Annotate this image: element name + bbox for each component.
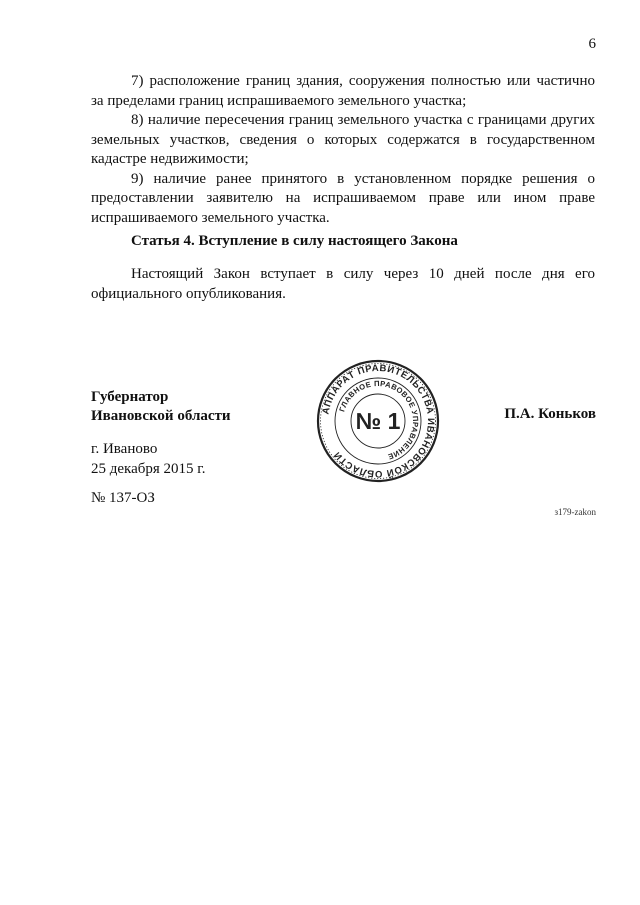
body-text [91,72,595,228]
seal-ring-text: АППАРАТ ПРАВИТЕЛЬСТВА ИВАНОВСКОЙ ОБЛАСТИ [320,362,437,480]
seal-graphic [315,358,441,484]
place: г. Иваново [91,441,158,457]
list-item: 9) наличие ранее принятого в установленном порядке решения о предоставлении заявителю на испрашиваемом праве или ином праве испрашиваемого земельного участка. [91,170,595,226]
page-number: 6 [588,36,596,52]
seal-number: № 1 [355,408,401,434]
law-number: № 137-ОЗ [91,490,155,506]
official-seal [315,358,441,484]
list-item: 8) наличие пересечения границ земельного участка с границами других земельных участков, сведения о которых содержатся в государственном кадастре недвижимости; [91,112,595,167]
article-heading: Статья 4. Вступление в силу настоящего Закона [131,233,458,249]
seal-inner-text: ГЛАВНОЕ ПРАВОВОЕ УПРАВЛЕНИЕ [337,378,421,462]
list-item: 7) расположение границ здания, сооружения полностью или частично за пределами границ испрашиваемого земельного участка; [91,73,595,109]
document-code: з179-zakon [554,507,596,517]
signature-title [91,388,231,426]
date: 25 декабря 2015 г. [91,460,206,477]
signature-title-line: Ивановской области [91,408,231,424]
place-date [91,440,206,479]
effective-clause: Настоящий Закон вступает в силу через 10 дней после дня его официального опубликования. [91,266,595,302]
signature-title-line: Губернатор [91,389,169,405]
signer-name: П.А. Коньков [504,406,596,422]
